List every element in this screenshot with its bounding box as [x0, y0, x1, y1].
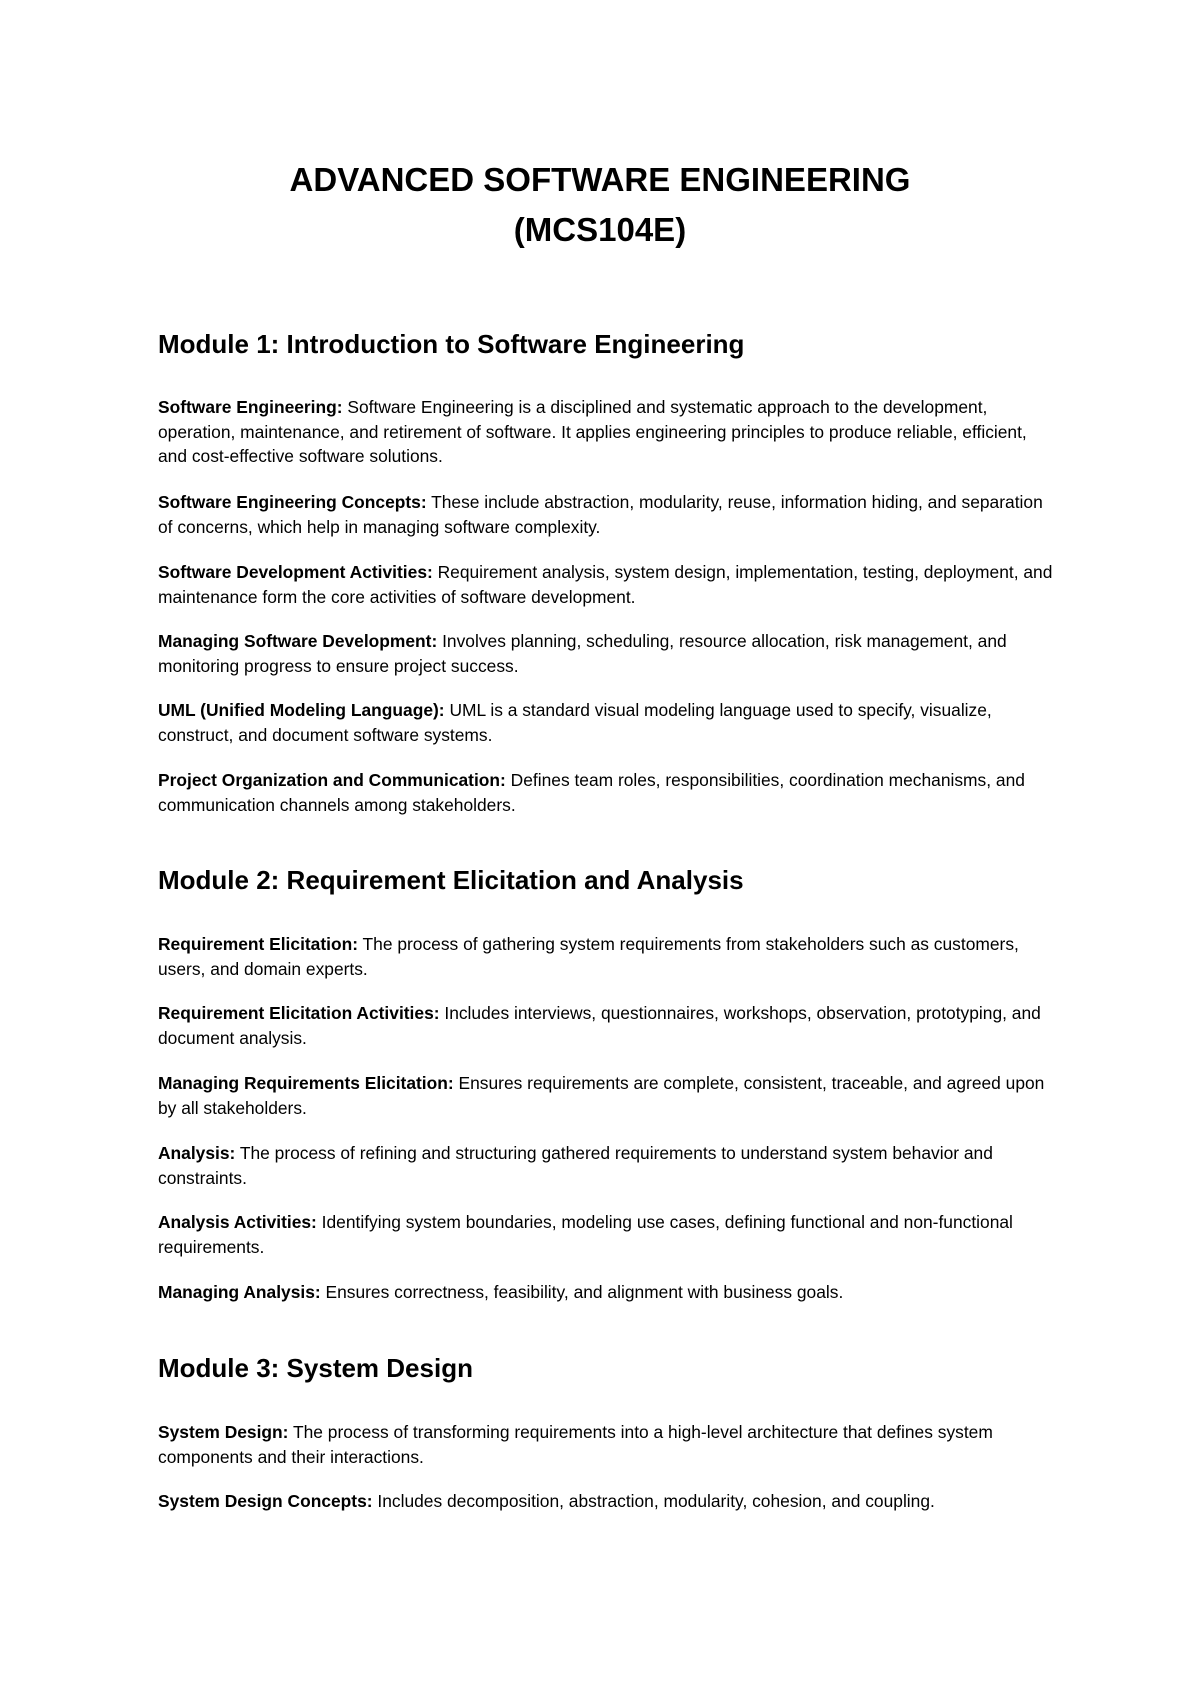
definition-term: Software Engineering: [158, 397, 343, 417]
definition-paragraph [158, 1420, 1058, 1469]
definition-text: Defines team roles, responsibilities, coordination mechanisms, and communication channels among stakeholders. [158, 770, 1025, 815]
document-title [0, 155, 1200, 255]
definition-text: Includes interviews, questionnaires, workshops, observation, prototyping, and document analysis. [158, 1003, 1041, 1048]
definition-paragraph [158, 1280, 1058, 1305]
definition-term: Software Development Activities: [158, 562, 433, 582]
definition-term: Requirement Elicitation: [158, 934, 359, 954]
definition-text: Requirement analysis, system design, implementation, testing, deployment, and maintenance form the core activities of software development. [158, 562, 1053, 607]
definition-paragraph [158, 1001, 1058, 1050]
definition-paragraph [158, 698, 1058, 747]
definition-term: Analysis Activities: [158, 1212, 317, 1232]
definition-paragraph [158, 490, 1058, 539]
definition-term: System Design Concepts: [158, 1491, 373, 1511]
definition-paragraph [158, 560, 1058, 609]
definition-term: Analysis: [158, 1143, 236, 1163]
definition-paragraph [158, 1210, 1058, 1259]
course-code: (MCS104E) [513, 211, 687, 248]
definition-text: These include abstraction, modularity, reuse, information hiding, and separation of concerns, which help in managing software complexity. [158, 492, 1043, 537]
definition-paragraph [158, 395, 1058, 469]
definition-paragraph [158, 932, 1058, 981]
definition-text: Software Engineering is a disciplined and systematic approach to the development, operation, maintenance, and retirement of software. It applies engineering principles to produce reliable, efficient, and cost-effective software solutions. [158, 397, 1027, 466]
definition-paragraph [158, 629, 1058, 678]
definition-term: Project Organization and Communication: [158, 770, 506, 790]
definition-text: UML is a standard visual modeling language used to specify, visualize, construct, and document software systems. [158, 700, 992, 745]
module-2-heading: Module 2: Requirement Elicitation and Analysis [158, 865, 744, 895]
definition-paragraph [158, 1141, 1058, 1190]
definition-paragraph [158, 1489, 1058, 1514]
definition-text: The process of gathering system requirements from stakeholders such as customers, users, and domain experts. [158, 934, 1019, 979]
module-3-heading: Module 3: System Design [158, 1353, 473, 1383]
definition-text: The process of refining and structuring gathered requirements to understand system behavior and constraints. [158, 1143, 993, 1188]
definition-term: Requirement Elicitation Activities: [158, 1003, 440, 1023]
title-line-1: ADVANCED SOFTWARE ENGINEERING [289, 161, 911, 198]
definition-text: Includes decomposition, abstraction, modularity, cohesion, and coupling. [372, 1491, 935, 1511]
definition-text: The process of transforming requirements into a high-level architecture that defines system components and their interactions. [158, 1422, 993, 1467]
definition-term: Managing Analysis: [158, 1282, 321, 1302]
definition-paragraph [158, 1071, 1058, 1120]
definition-text: Involves planning, scheduling, resource allocation, risk management, and monitoring progress to ensure project success. [158, 631, 1007, 676]
definition-text: Ensures requirements are complete, consistent, traceable, and agreed upon by all stakeholders. [158, 1073, 1045, 1118]
definition-text: Ensures correctness, feasibility, and alignment with business goals. [320, 1282, 844, 1302]
definition-paragraph [158, 768, 1058, 817]
definition-term: Managing Requirements Elicitation: [158, 1073, 454, 1093]
definition-term: Managing Software Development: [158, 631, 438, 651]
definition-term: UML (Unified Modeling Language): [158, 700, 445, 720]
definition-term: System Design: [158, 1422, 289, 1442]
module-1-heading: Module 1: Introduction to Software Engineering [158, 329, 745, 359]
definition-term: Software Engineering Concepts: [158, 492, 427, 512]
definition-text: Identifying system boundaries, modeling use cases, defining functional and non-functional requirements. [158, 1212, 1013, 1257]
